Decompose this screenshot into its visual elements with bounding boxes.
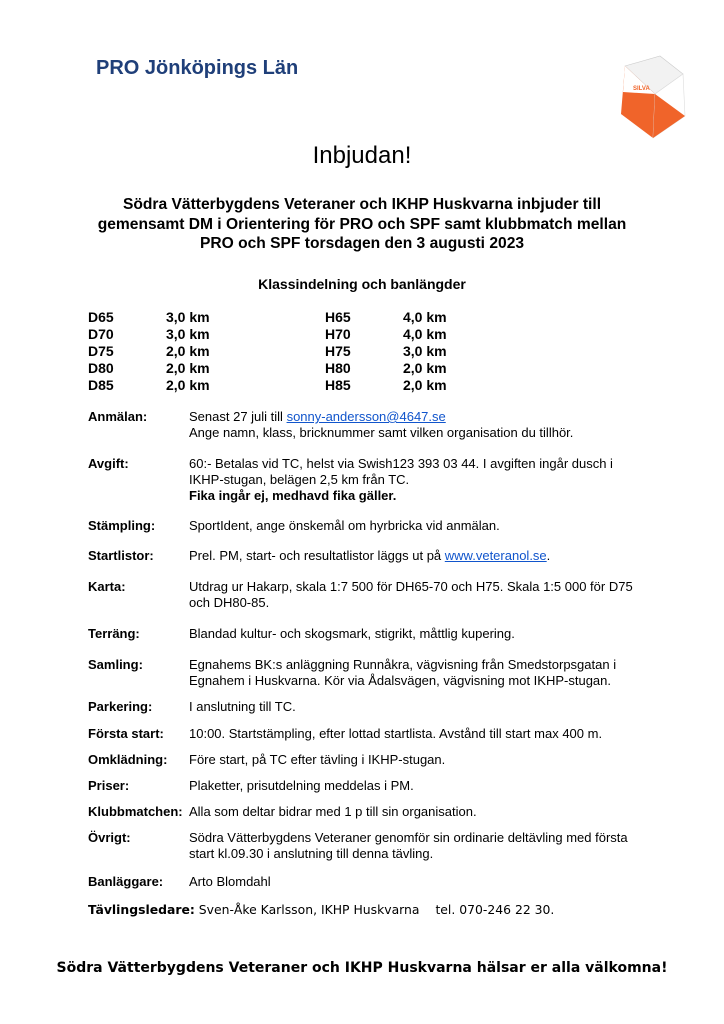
class-name: D75	[88, 343, 114, 359]
organization-heading: PRO Jönköpings Län	[96, 57, 299, 79]
course-length: 2,0 km	[403, 360, 447, 376]
info-value: Blandad kultur- och skogsmark, stigrikt, måttlig kupering.	[189, 626, 515, 641]
intro-text: Södra Vätterbygdens Veteraner och IKHP Huskvarna inbjuder till gemensamt DM i Orientering för PRO och SPF samt klubbmatch mellan PRO och SPF torsdagen den 3 augusti 2023	[97, 196, 627, 252]
course-length: 2,0 km	[166, 343, 210, 359]
class-name: D85	[88, 377, 114, 393]
info-value: Alla som deltar bidrar med 1 p till sin organisation.	[189, 804, 477, 819]
info-label: Samling:	[88, 657, 143, 672]
info-label: Terräng:	[88, 626, 140, 641]
info-value: Senast 27 juli till sonny-andersson@4647.se Ange namn, klass, bricknummer samt vilken organisation du tillhör.	[189, 409, 574, 440]
info-value: I anslutning till TC.	[189, 699, 296, 714]
class-name: D65	[88, 309, 114, 325]
welcome-footer: Södra Vätterbygdens Veteraner och IKHP Huskvarna hälsar er alla välkomna!	[56, 960, 668, 976]
class-heading: Klassindelning och banlängder	[258, 276, 466, 292]
info-label: Klubbmatchen:	[88, 804, 183, 819]
orienteering-flag-icon	[615, 54, 690, 139]
info-value: SportIdent, ange önskemål om hyrbricka vid anmälan.	[189, 518, 500, 533]
info-value: Före start, på TC efter tävling i IKHP-stugan.	[189, 752, 446, 767]
info-label: Parkering:	[88, 699, 153, 714]
info-value: Prel. PM, start- och resultatlistor läggs ut på www.veteranol.se.	[189, 548, 551, 563]
info-value: Utdrag ur Hakarp, skala 1:7 500 för DH65-70 och H75. Skala 1:5 000 för D75 och DH80-85.	[189, 579, 633, 610]
length-right-column	[403, 309, 447, 394]
competition-leader	[88, 902, 554, 917]
class-name: H80	[325, 360, 351, 376]
class-name: H70	[325, 326, 351, 342]
leader-phone: tel. 070-246 22 30.	[435, 902, 555, 917]
info-label: Karta:	[88, 579, 126, 594]
flag-brand-text: SILVA	[633, 86, 650, 92]
class-name: H65	[325, 309, 351, 325]
info-value: Plaketter, prisutdelning meddelas i PM.	[189, 778, 414, 793]
class-name: D80	[88, 360, 114, 376]
class-right-column	[325, 309, 351, 394]
course-length: 2,0 km	[166, 377, 210, 393]
course-length: 4,0 km	[403, 326, 447, 342]
course-length: 3,0 km	[166, 309, 210, 325]
website-link[interactable]: www.veteranol.se	[444, 548, 547, 563]
course-length: 3,0 km	[166, 326, 210, 342]
info-label: Priser:	[88, 778, 130, 793]
length-left-column	[166, 309, 210, 394]
info-label: Banläggare:	[88, 874, 164, 889]
page-title: Inbjudan!	[312, 142, 412, 169]
course-length: 2,0 km	[166, 360, 210, 376]
email-link[interactable]: sonny-andersson@4647.se	[286, 409, 446, 424]
class-left-column	[88, 309, 114, 394]
info-label: Anmälan:	[88, 409, 148, 424]
info-label: Stämpling:	[88, 518, 156, 533]
class-name: H75	[325, 343, 351, 359]
info-label: Avgift:	[88, 456, 129, 471]
course-length: 3,0 km	[403, 343, 447, 359]
info-value: 60:- Betalas vid TC, helst via Swish123 393 03 44. I avgiften ingår dusch i IKHP-stugan, belägen 2,5 km från TC. Fika ingår ej, medhavd fika gäller.	[189, 456, 613, 503]
info-label: Omklädning:	[88, 752, 168, 767]
info-value: Arto Blomdahl	[189, 874, 271, 889]
info-label: Startlistor:	[88, 548, 154, 563]
course-length: 2,0 km	[403, 377, 447, 393]
course-length: 4,0 km	[403, 309, 447, 325]
leader-label: Tävlingsledare:	[88, 902, 195, 917]
info-value: 10:00. Startstämpling, efter lottad startlista. Avstånd till start max 400 m.	[189, 726, 603, 741]
leader-name: Sven-Åke Karlsson, IKHP Huskvarna	[198, 902, 420, 917]
class-name: D70	[88, 326, 114, 342]
info-label: Första start:	[88, 726, 164, 741]
info-label: Övrigt:	[88, 830, 131, 845]
class-name: H85	[325, 377, 351, 393]
info-value: Egnahems BK:s anläggning Runnåkra, vägvisning från Smedstorpsgatan i Egnahem i Huskvarna. Kör via Ådalsvägen, vägvisning mot IKHP-stugan.	[189, 657, 617, 688]
info-value: Södra Vätterbygdens Veteraner genomför sin ordinarie deltävling med första start kl.09.30 i anslutning till denna tävling.	[189, 830, 628, 861]
